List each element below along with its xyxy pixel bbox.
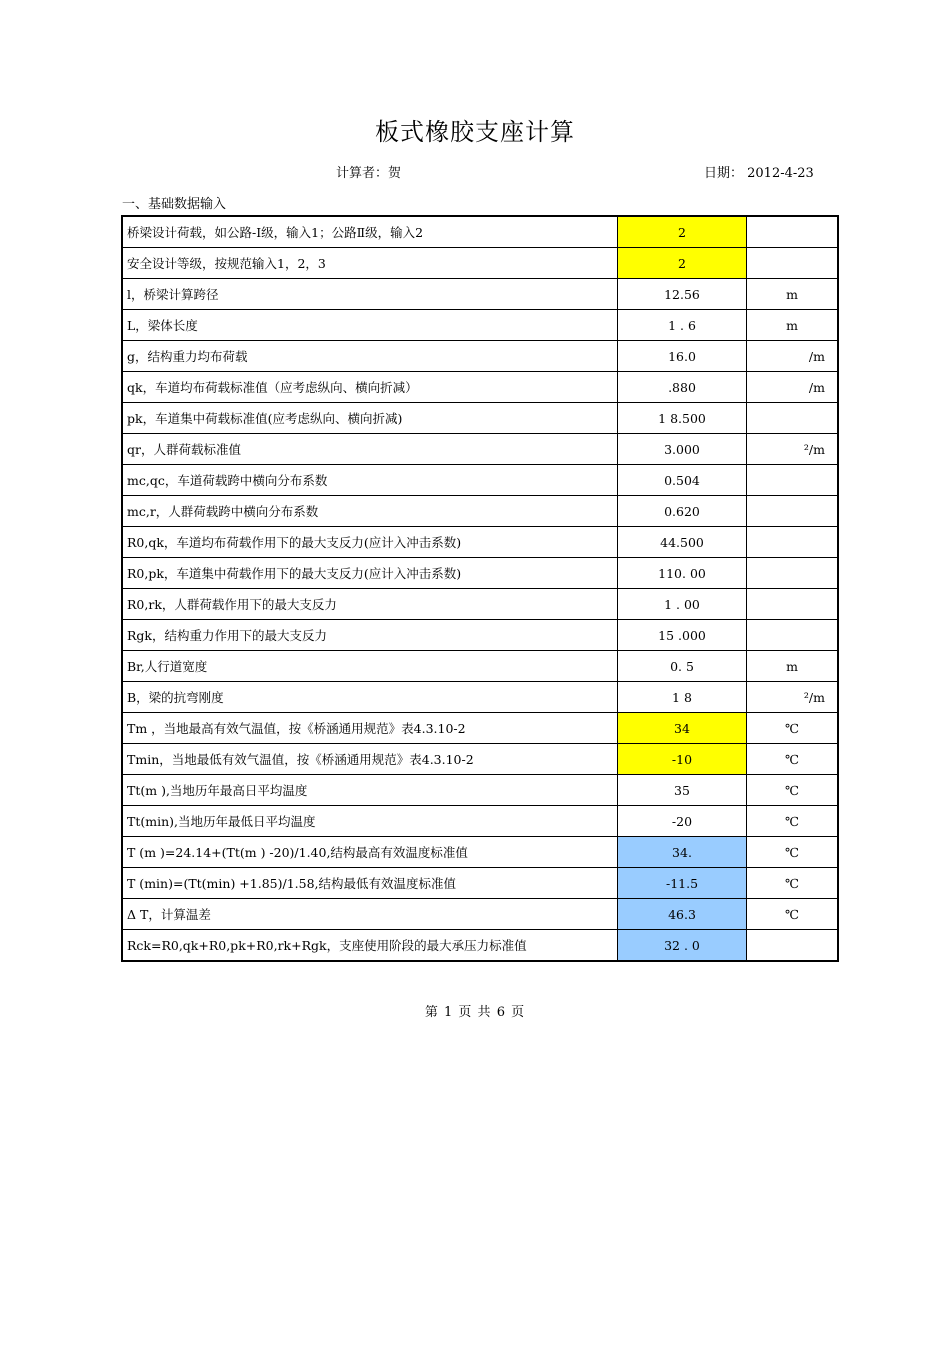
- row-unit: ²/m: [747, 434, 839, 465]
- table-row: [122, 403, 838, 434]
- row-label: Δ T，计算温差: [122, 899, 618, 930]
- table-row: [122, 775, 838, 806]
- row-unit: ℃: [747, 899, 839, 930]
- row-label: B，梁的抗弯刚度: [122, 682, 618, 713]
- author-line: 计算者：贺: [336, 166, 402, 181]
- row-value: .880: [618, 372, 747, 403]
- table-row: [122, 310, 838, 341]
- table-row: [122, 248, 838, 279]
- row-value: 32 . 0: [618, 930, 747, 962]
- row-value: 35: [618, 775, 747, 806]
- row-label: Rgk，结构重力作用下的最大支反力: [122, 620, 618, 651]
- row-value: 1 8: [618, 682, 747, 713]
- row-unit: ℃: [747, 837, 839, 868]
- row-value: 0.504: [618, 465, 747, 496]
- row-label: T (min)=(Tt(min) +1.85)/1.58,结构最低有效温度标准值: [122, 868, 618, 899]
- row-unit: m: [747, 651, 839, 682]
- table-row: [122, 868, 838, 899]
- table-row: [122, 279, 838, 310]
- row-value: -11.5: [618, 868, 747, 899]
- row-label: l，桥梁计算跨径: [122, 279, 618, 310]
- table-row: [122, 589, 838, 620]
- row-value: 110. 00: [618, 558, 747, 589]
- row-label: Br,人行道宽度: [122, 651, 618, 682]
- row-unit: [747, 465, 839, 496]
- row-value: 15 .000: [618, 620, 747, 651]
- row-label: Rck=R0,qk+R0,pk+R0,rk+Rgk，支座使用阶段的最大承压力标准值: [122, 930, 618, 962]
- row-label: T (m )=24.14+(Tt(m ) -20)/1.40,结构最高有效温度标准值: [122, 837, 618, 868]
- row-unit: /m: [747, 372, 839, 403]
- row-value: 0. 5: [618, 651, 747, 682]
- row-unit: ℃: [747, 713, 839, 744]
- row-value[interactable]: 2: [618, 216, 747, 248]
- row-unit: [747, 558, 839, 589]
- row-label: R0,qk，车道均布荷载作用下的最大支反力(应计入冲击系数): [122, 527, 618, 558]
- row-unit: m: [747, 279, 839, 310]
- row-value: 16.0: [618, 341, 747, 372]
- row-unit: ℃: [747, 744, 839, 775]
- page-footer: 第 1 页 共 6 页: [424, 1005, 526, 1020]
- date-line: 日期： 2012-4-23: [704, 166, 814, 181]
- row-label: Tmin，当地最低有效气温值，按《桥涵通用规范》表4.3.10-2: [122, 744, 618, 775]
- table-row: [122, 837, 838, 868]
- row-value: 34.: [618, 837, 747, 868]
- row-value: 12.56: [618, 279, 747, 310]
- table-row: [122, 527, 838, 558]
- table-row: [122, 620, 838, 651]
- row-unit: [747, 527, 839, 558]
- row-value: 0.620: [618, 496, 747, 527]
- row-label: Tt(min),当地历年最低日平均温度: [122, 806, 618, 837]
- row-value: 46.3: [618, 899, 747, 930]
- row-label: 桥梁设计荷载，如公路-I级，输入1；公路Ⅱ级，输入2: [122, 216, 618, 248]
- row-value[interactable]: 34: [618, 713, 747, 744]
- row-value: -20: [618, 806, 747, 837]
- table-row: [122, 682, 838, 713]
- table-row: [122, 216, 838, 248]
- row-value[interactable]: -10: [618, 744, 747, 775]
- row-label: 安全设计等级，按规范输入1，2，3: [122, 248, 618, 279]
- table-row: [122, 744, 838, 775]
- page-title: 板式橡胶支座计算: [375, 118, 575, 146]
- section-heading: 一、基础数据输入: [122, 197, 227, 212]
- table-row: [122, 465, 838, 496]
- row-label: mc,r，人群荷载跨中横向分布系数: [122, 496, 618, 527]
- row-unit: [747, 403, 839, 434]
- row-unit: ²/m: [747, 682, 839, 713]
- row-value: 3.000: [618, 434, 747, 465]
- table-row: [122, 434, 838, 465]
- table-row: [122, 806, 838, 837]
- row-value[interactable]: 2: [618, 248, 747, 279]
- row-unit: m: [747, 310, 839, 341]
- row-label: R0,pk，车道集中荷载作用下的最大支反力(应计入冲击系数): [122, 558, 618, 589]
- row-value: 1 . 6: [618, 310, 747, 341]
- table-row: [122, 558, 838, 589]
- row-value: 1 . 00: [618, 589, 747, 620]
- row-value: 44.500: [618, 527, 747, 558]
- row-unit: ℃: [747, 806, 839, 837]
- row-label: g，结构重力均布荷载: [122, 341, 618, 372]
- row-unit: ℃: [747, 868, 839, 899]
- row-unit: [747, 216, 839, 248]
- input-data-table: [121, 215, 839, 962]
- table-row: [122, 930, 838, 962]
- row-unit: [747, 930, 839, 962]
- row-unit: [747, 589, 839, 620]
- row-value: 1 8.500: [618, 403, 747, 434]
- table-row: [122, 341, 838, 372]
- table-row: [122, 496, 838, 527]
- table-row: [122, 651, 838, 682]
- row-unit: [747, 620, 839, 651]
- row-label: qr，人群荷载标准值: [122, 434, 618, 465]
- table-row: [122, 713, 838, 744]
- table-row: [122, 372, 838, 403]
- row-unit: ℃: [747, 775, 839, 806]
- row-label: pk，车道集中荷载标准值(应考虑纵向、横向折减): [122, 403, 618, 434]
- table-row: [122, 899, 838, 930]
- row-label: Tm ，当地最高有效气温值，按《桥涵通用规范》表4.3.10-2: [122, 713, 618, 744]
- row-label: L，梁体长度: [122, 310, 618, 341]
- row-unit: [747, 248, 839, 279]
- row-label: qk，车道均布荷载标准值（应考虑纵向、横向折减）: [122, 372, 618, 403]
- row-unit: /m: [747, 341, 839, 372]
- row-label: R0,rk，人群荷载作用下的最大支反力: [122, 589, 618, 620]
- row-label: mc,qc，车道荷载跨中横向分布系数: [122, 465, 618, 496]
- row-unit: [747, 496, 839, 527]
- row-label: Tt(m ),当地历年最高日平均温度: [122, 775, 618, 806]
